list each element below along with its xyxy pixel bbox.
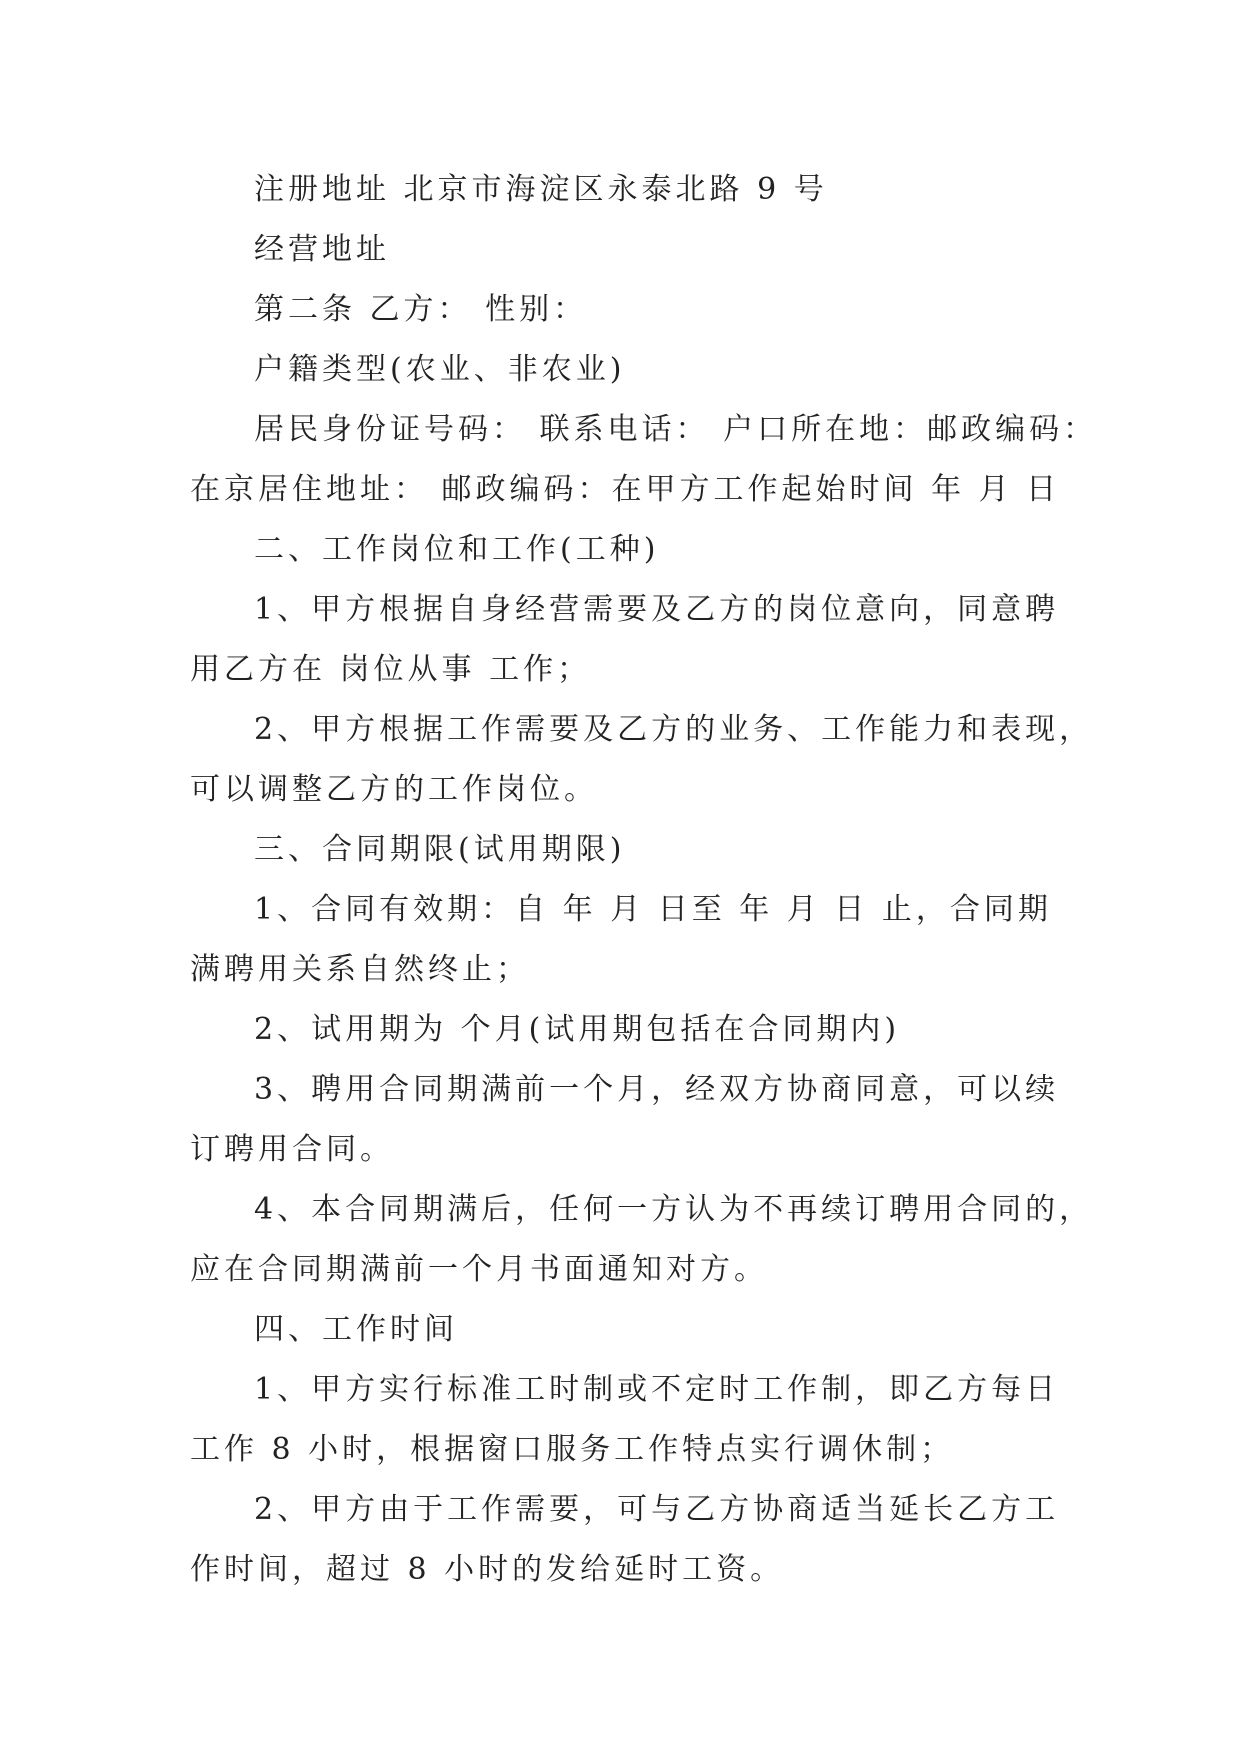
paragraph-line: 可以调整乙方的工作岗位。: [190, 772, 598, 807]
paragraph-line: 用乙方在 岗位从事 工作；: [190, 652, 592, 687]
paragraph-line: 1、合同有效期：自 年 月 日至 年 月 日 止，合同期: [254, 892, 1052, 927]
paragraph-line: 订聘用合同。: [190, 1132, 394, 1167]
paragraph-line: 第二条 乙方： 性别：: [254, 292, 588, 327]
paragraph-line: 作时间，超过 8 小时的发给延时工资。: [190, 1552, 785, 1587]
paragraph-line: 应在合同期满前一个月书面通知对方。: [190, 1252, 768, 1287]
paragraph-line: 居民身份证号码： 联系电话： 户口所在地：邮政编码：: [254, 412, 1098, 447]
paragraph-line: 4、本合同期满后，任何一方认为不再续订聘用合同的，: [254, 1192, 1094, 1227]
section-heading: 二、工作岗位和工作(工种): [254, 532, 660, 567]
paragraph-line: 户籍类型(农业、非农业): [254, 352, 626, 387]
paragraph-line: 经营地址: [254, 232, 390, 267]
paragraph-line: 2、试用期为 个月(试用期包括在合同期内): [254, 1012, 901, 1047]
paragraph-line: 2、甲方由于工作需要，可与乙方协商适当延长乙方工: [254, 1492, 1060, 1527]
paragraph-line: 1、甲方实行标准工时制或不定时工作制，即乙方每日: [254, 1372, 1060, 1407]
paragraph-line: 注册地址 北京市海淀区永泰北路 9 号: [254, 172, 828, 207]
paragraph-line: 工作 8 小时，根据窗口服务工作特点实行调休制；: [190, 1432, 955, 1467]
paragraph-line: 满聘用关系自然终止；: [190, 952, 530, 987]
section-heading: 四、工作时间: [254, 1312, 458, 1347]
paragraph-line: 1、甲方根据自身经营需要及乙方的岗位意向，同意聘: [254, 592, 1060, 627]
paragraph-line: 3、聘用合同期满前一个月，经双方协商同意，可以续: [254, 1072, 1060, 1107]
paragraph-line: 2、甲方根据工作需要及乙方的业务、工作能力和表现，: [254, 712, 1094, 747]
paragraph-line: 在京居住地址： 邮政编码：在甲方工作起始时间 年 月 日: [190, 472, 1061, 507]
section-heading: 三、合同期限(试用期限): [254, 832, 626, 867]
contract-body: [190, 160, 1098, 1600]
